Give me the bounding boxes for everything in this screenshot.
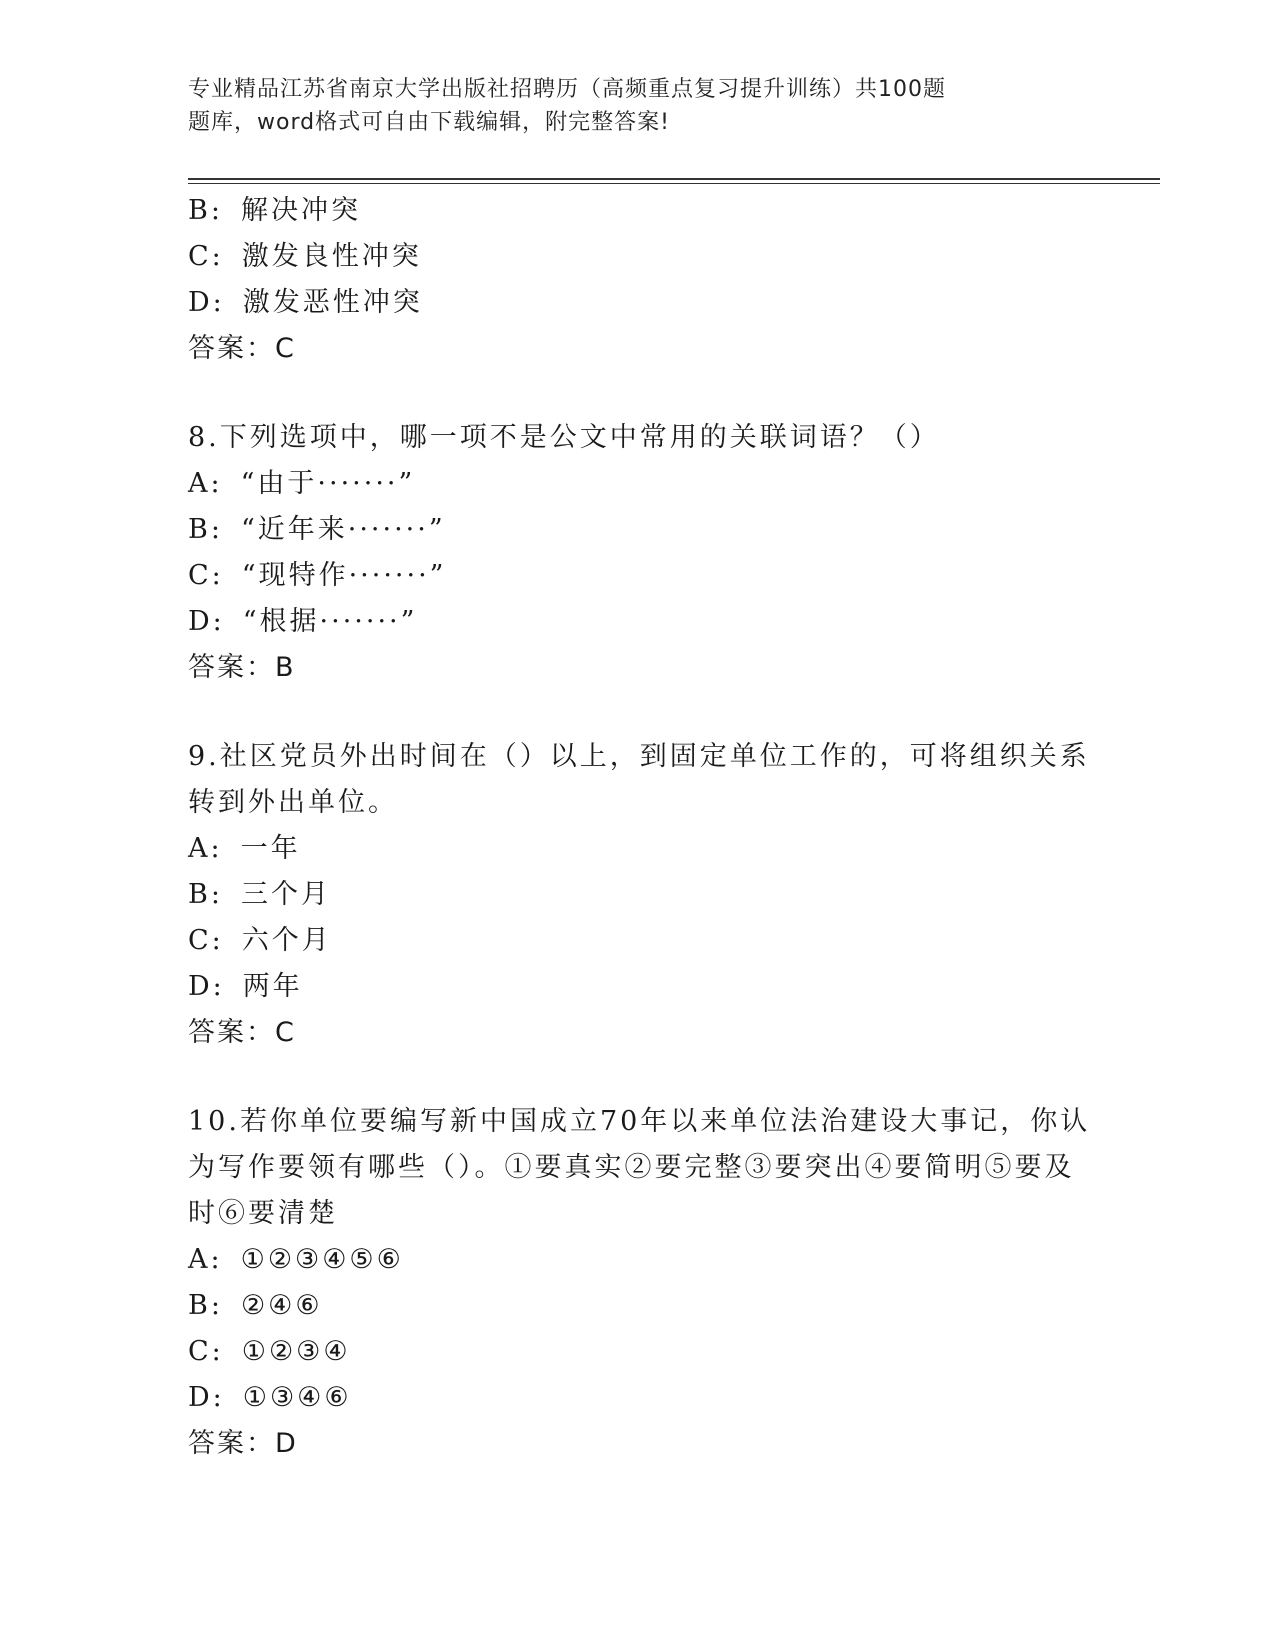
question-stem-line-1: 9.社区党员外出时间在（）以上，到固定单位工作的，可将组织关系 (188, 741, 1090, 772)
answer-line: 答案：C (188, 1017, 296, 1048)
question-7-continued (188, 188, 1088, 372)
question-stem-line-3: 时⑥要清楚 (188, 1198, 338, 1229)
answer-line: 答案：C (188, 333, 296, 364)
option-a: A: 一年 (188, 833, 301, 864)
question-list (188, 188, 1091, 1467)
question-8 (188, 415, 1088, 691)
option-d: D: ①③④⑥ (188, 1382, 352, 1413)
answer-line: 答案：D (188, 1428, 298, 1459)
option-d: D: 两年 (188, 971, 303, 1002)
header-title-line-2: 题库，word格式可自由下载编辑，附完整答案! (188, 110, 670, 135)
option-b: B: 三个月 (188, 879, 331, 910)
option-b: B: “近年来·······” (188, 514, 446, 545)
question-stem: 8.下列选项中，哪一项不是公文中常用的关联词语？（） (188, 422, 940, 453)
option-c: C: 六个月 (188, 925, 332, 956)
option-b: B: ②④⑥ (188, 1290, 323, 1321)
option-a: A: ①②③④⑤⑥ (188, 1244, 404, 1275)
option-b: B: 解决冲突 (188, 195, 361, 226)
question-9 (188, 734, 1088, 1056)
answer-line: 答案：B (188, 652, 296, 683)
header-title-line-1: 专业精品江苏省南京大学出版社招聘历（高频重点复习提升训练）共100题 (188, 77, 946, 102)
option-c: C: 激发良性冲突 (188, 241, 422, 272)
question-stem-line-2: 转到外出单位。 (188, 787, 398, 818)
page-header (188, 73, 1018, 139)
option-a: A: “由于·······” (188, 468, 416, 499)
question-stem-line-1: 10.若你单位要编写新中国成立70年以来单位法治建设大事记，你认 (188, 1106, 1091, 1137)
header-divider-thin (188, 183, 1160, 184)
question-stem-line-2: 为写作要领有哪些（）。①要真实②要完整③要突出④要简明⑤要及 (188, 1152, 1075, 1183)
question-10 (188, 1099, 1091, 1467)
header-divider-thick (188, 178, 1160, 180)
option-d: D: “根据·······” (188, 606, 418, 637)
option-d: D: 激发恶性冲突 (188, 287, 423, 318)
option-c: C: “现特作·······” (188, 560, 447, 591)
option-c: C: ①②③④ (188, 1336, 351, 1367)
